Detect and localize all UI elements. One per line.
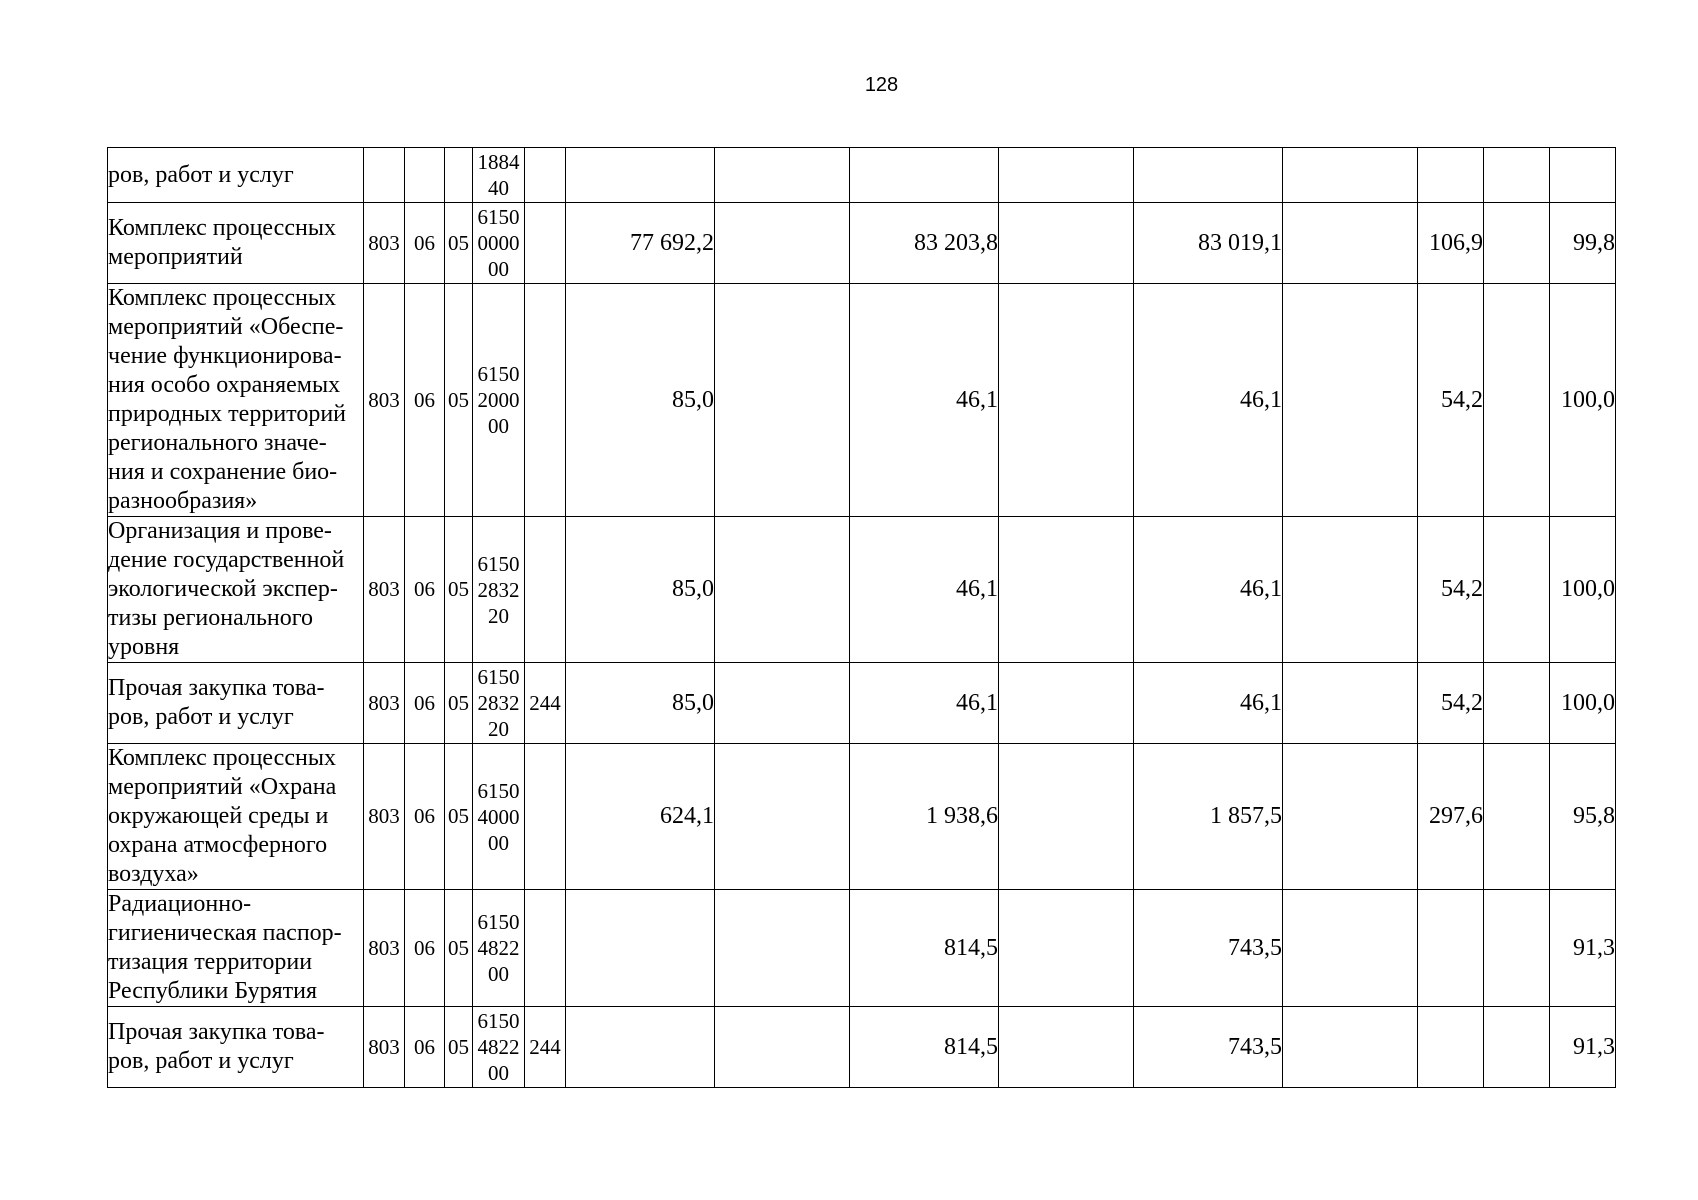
value-cell-v4 [999, 744, 1134, 890]
value-cell-v1 [566, 148, 715, 203]
section-code: 06 [405, 744, 445, 890]
subsection-code: 05 [445, 744, 473, 890]
value-cell-v8 [1484, 1007, 1550, 1088]
value-cell-v6 [1283, 517, 1418, 663]
table-row [108, 1007, 1616, 1088]
value-cell-v1: 77 692,2 [566, 203, 715, 284]
code-line: 6150 [477, 778, 520, 803]
code-line: 4822 [477, 1035, 520, 1059]
value-cell-v7 [1418, 890, 1484, 1007]
target-article-code [473, 203, 525, 284]
value-cell-v4 [999, 890, 1134, 1007]
value-cell-v7: 54,2 [1418, 284, 1484, 517]
expense-type-code [525, 148, 566, 203]
code-line: 4000 [477, 804, 520, 829]
value-cell-v2 [715, 663, 850, 744]
code-line: 20 [488, 717, 509, 741]
value-cell-v1 [566, 890, 715, 1007]
code-line: 2832 [477, 691, 520, 715]
value-cell-v8 [1484, 890, 1550, 1007]
ved-code: 803 [364, 517, 405, 663]
subsection-code: 05 [445, 517, 473, 663]
expense-type-code: 244 [525, 1007, 566, 1088]
value-cell-v9: 100,0 [1550, 663, 1616, 744]
table-row [108, 744, 1616, 890]
value-cell-v4 [999, 663, 1134, 744]
value-cell-v1: 85,0 [566, 517, 715, 663]
ved-code: 803 [364, 284, 405, 517]
code-line: 40 [488, 176, 509, 200]
code-line: 20 [488, 603, 509, 628]
value-cell-v8 [1484, 663, 1550, 744]
value-cell-v5: 46,1 [1134, 663, 1283, 744]
value-cell-v2 [715, 744, 850, 890]
ved-code: 803 [364, 744, 405, 890]
value-cell-v9: 95,8 [1550, 744, 1616, 890]
value-cell-v8 [1484, 517, 1550, 663]
ved-code [364, 148, 405, 203]
expense-type-code [525, 517, 566, 663]
value-cell-v2 [715, 284, 850, 517]
table-row [108, 284, 1616, 517]
expense-type-code [525, 203, 566, 284]
code-line: 00 [488, 962, 509, 986]
value-cell-v1: 85,0 [566, 663, 715, 744]
target-article-code [473, 517, 525, 663]
expense-type-code: 244 [525, 663, 566, 744]
value-cell-v5 [1134, 148, 1283, 203]
value-cell-v9: 99,8 [1550, 203, 1616, 284]
value-cell-v7: 106,9 [1418, 203, 1484, 284]
value-cell-v7: 54,2 [1418, 517, 1484, 663]
value-cell-v3: 83 203,8 [850, 203, 999, 284]
code-line: 6150 [477, 362, 520, 386]
table-row [108, 148, 1616, 203]
value-cell-v3: 814,5 [850, 890, 999, 1007]
value-cell-v6 [1283, 284, 1418, 517]
value-cell-v3: 46,1 [850, 284, 999, 517]
table-row [108, 890, 1616, 1007]
section-code: 06 [405, 517, 445, 663]
value-cell-v5: 743,5 [1134, 1007, 1283, 1088]
expense-type-code [525, 284, 566, 517]
subsection-code: 05 [445, 284, 473, 517]
code-line: 0000 [477, 231, 520, 255]
value-cell-v6 [1283, 1007, 1418, 1088]
code-line: 4822 [477, 936, 520, 960]
code-line: 00 [488, 830, 509, 855]
value-cell-v6 [1283, 663, 1418, 744]
value-cell-v1 [566, 1007, 715, 1088]
code-line: 00 [488, 414, 509, 438]
value-cell-v1: 624,1 [566, 744, 715, 890]
code-line: 6150 [477, 665, 520, 689]
code-line: 6150 [477, 205, 520, 229]
value-cell-v3: 46,1 [850, 663, 999, 744]
section-code: 06 [405, 1007, 445, 1088]
value-cell-v4 [999, 517, 1134, 663]
value-cell-v5: 46,1 [1134, 284, 1283, 517]
value-cell-v8 [1484, 148, 1550, 203]
value-cell-v2 [715, 148, 850, 203]
row-name: Прочая закупка това-ров, работ и услуг [108, 1007, 364, 1088]
section-code: 06 [405, 890, 445, 1007]
value-cell-v4 [999, 1007, 1134, 1088]
target-article-code [473, 890, 525, 1007]
expense-type-code [525, 890, 566, 1007]
value-cell-v2 [715, 890, 850, 1007]
section-code: 06 [405, 284, 445, 517]
value-cell-v5: 46,1 [1134, 517, 1283, 663]
section-code: 06 [405, 663, 445, 744]
budget-table [107, 147, 1616, 1088]
table-row [108, 203, 1616, 284]
value-cell-v7 [1418, 148, 1484, 203]
page-number: 128 [864, 74, 899, 96]
value-cell-v5: 83 019,1 [1134, 203, 1283, 284]
value-cell-v5: 1 857,5 [1134, 744, 1283, 890]
value-cell-v9: 100,0 [1550, 517, 1616, 663]
value-cell-v7: 54,2 [1418, 663, 1484, 744]
value-cell-v8 [1484, 203, 1550, 284]
row-name: Комплекс процессных мероприятий [108, 203, 364, 284]
ved-code: 803 [364, 663, 405, 744]
subsection-code: 05 [445, 203, 473, 284]
section-code [405, 148, 445, 203]
value-cell-v7: 297,6 [1418, 744, 1484, 890]
value-cell-v3: 814,5 [850, 1007, 999, 1088]
target-article-code [473, 148, 525, 203]
value-cell-v3: 1 938,6 [850, 744, 999, 890]
code-line: 6150 [477, 1009, 520, 1033]
expense-type-code [525, 744, 566, 890]
value-cell-v2 [715, 1007, 850, 1088]
row-name: Организация и прове-дение государственной экологической экспер-тизы регионального уровня [108, 517, 364, 663]
target-article-code [473, 1007, 525, 1088]
row-name: ров, работ и услуг [108, 148, 364, 203]
row-name: Радиационно-гигиеническая паспор-тизация территории Республики Бурятия [108, 890, 364, 1007]
value-cell-v7 [1418, 1007, 1484, 1088]
code-line: 00 [488, 1061, 509, 1085]
value-cell-v2 [715, 203, 850, 284]
table-row [108, 663, 1616, 744]
value-cell-v6 [1283, 890, 1418, 1007]
value-cell-v9 [1550, 148, 1616, 203]
value-cell-v8 [1484, 744, 1550, 890]
subsection-code: 05 [445, 663, 473, 744]
target-article-code [473, 284, 525, 517]
row-name: Прочая закупка това-ров, работ и услуг [108, 663, 364, 744]
table-row [108, 517, 1616, 663]
value-cell-v4 [999, 148, 1134, 203]
value-cell-v3: 46,1 [850, 517, 999, 663]
value-cell-v5: 743,5 [1134, 890, 1283, 1007]
value-cell-v9: 91,3 [1550, 1007, 1616, 1088]
section-code: 06 [405, 203, 445, 284]
ved-code: 803 [364, 203, 405, 284]
value-cell-v8 [1484, 284, 1550, 517]
code-line: 1884 [477, 150, 520, 174]
subsection-code: 05 [445, 1007, 473, 1088]
subsection-code [445, 148, 473, 203]
value-cell-v4 [999, 284, 1134, 517]
value-cell-v9: 91,3 [1550, 890, 1616, 1007]
value-cell-v6 [1283, 203, 1418, 284]
value-cell-v2 [715, 517, 850, 663]
value-cell-v6 [1283, 148, 1418, 203]
value-cell-v9: 100,0 [1550, 284, 1616, 517]
value-cell-v1: 85,0 [566, 284, 715, 517]
code-line: 2000 [477, 388, 520, 412]
code-line: 6150 [477, 910, 520, 934]
row-name: Комплекс процессных мероприятий «Обеспе-чение функционирова-ния особо охраняемых природных территорий регионального значе-ния и сохранение био-разнообразия» [108, 284, 364, 517]
row-name: Комплекс процессных мероприятий «Охрана окружающей среды и охрана атмосферного воздуха» [108, 744, 364, 890]
ved-code: 803 [364, 890, 405, 1007]
code-line: 6150 [477, 551, 520, 576]
value-cell-v4 [999, 203, 1134, 284]
code-line: 2832 [477, 577, 520, 602]
code-line: 00 [488, 257, 509, 281]
ved-code: 803 [364, 1007, 405, 1088]
target-article-code [473, 744, 525, 890]
subsection-code: 05 [445, 890, 473, 1007]
value-cell-v3 [850, 148, 999, 203]
value-cell-v6 [1283, 744, 1418, 890]
target-article-code [473, 663, 525, 744]
